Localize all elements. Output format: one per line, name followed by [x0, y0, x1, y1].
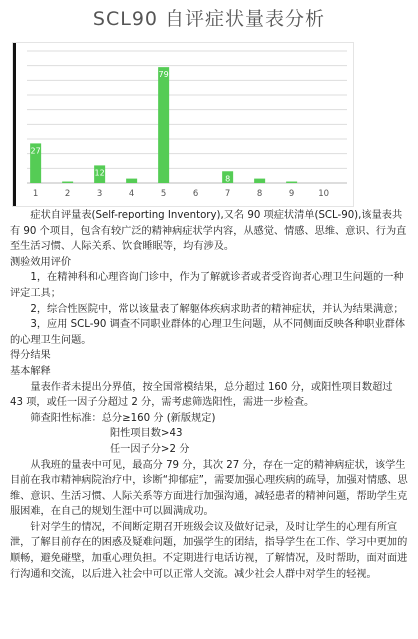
x-tick-label: 7	[224, 189, 231, 199]
data-label-3: 12	[94, 168, 105, 178]
class-analysis-paragraph: 从我班的量表中可见，最高分 79 分，其次 27 分，存在一定的精神病症状，该学生目前在我市精神病院治疗中，诊断“抑郁症”，需要加强心理疾病的疏导，加强对情感、思维、意识、生活习惯、人际关系等方面进行加强沟通，减轻患者的精神问题，帮助学生克服困难，在自己的规划生涯中可以圆满成功。	[10, 459, 408, 518]
chart-svg	[13, 43, 353, 206]
x-tick-label: 6	[192, 189, 199, 199]
evaluation-item-2: 2，综合性医院中，常以该量表了解躯体疾病求助者的精神症状，并认为结果满意；	[30, 303, 404, 315]
guidance-paragraph: 针对学生的情况，不间断定期召开班级会议及做好记录，及时让学生的心理有所宣泄，了解目前存在的困惑及疑难问题，加强学生的团结，指导学生在工作、学习中更加的顺畅，避免碰壁，加重心理负担。不定期进行电话访视，了解情况，及时帮助，面对面进行沟通和交流，以后进入社会中可以正常人交流。减少社会人群中对学生的轻视。	[10, 521, 408, 580]
bar-2	[62, 182, 73, 183]
x-tick-label: 5	[160, 189, 167, 199]
evaluation-item-1: 1，在精神科和心理咨询门诊中，作为了解就诊者或者受咨询者心理卫生问题的一种评定工具；	[10, 272, 404, 299]
x-tick-label: 3	[96, 189, 103, 199]
x-tick-label: 1	[32, 189, 39, 199]
bar-4	[126, 179, 137, 183]
bar-9	[286, 182, 297, 183]
bar-chart	[12, 42, 354, 207]
bar-8	[254, 179, 265, 183]
data-label-5: 79	[158, 70, 169, 80]
data-label-1: 27	[30, 146, 41, 156]
evaluation-item-3: 3，应用 SCL-90 调查不同职业群体的心理卫生问题，从不同侧面反映各种职业群体的心理卫生问题。	[10, 319, 406, 346]
basic-explanation-paragraph: 量表作者未提出分界值，按全国常模结果，总分超过 160 分，或阳性项目数超过 43 项，或任一因子分超过 2 分，需考虑筛选阳性，需进一步检查。	[10, 381, 393, 409]
x-tick-label: 8	[256, 189, 263, 199]
criteria-factor-score: 任一因子分>2 分	[110, 443, 190, 455]
x-tick-label: 10	[318, 189, 330, 199]
screening-criteria: 筛查阳性标准：总分≥160 分 (新版规定)	[30, 412, 216, 424]
x-tick-label: 9	[288, 189, 295, 199]
document-body	[10, 208, 408, 582]
x-tick-label: 4	[128, 189, 135, 199]
criteria-positive-items: 阳性项目数>43	[110, 428, 183, 440]
bar-5	[158, 67, 169, 183]
data-label-7: 8	[225, 174, 231, 184]
section-heading-basic: 基本解释	[10, 365, 51, 377]
page-title: SCL90 自评症状量表分析	[92, 8, 326, 30]
section-heading-results: 得分结果	[10, 350, 51, 362]
section-heading-evaluation: 测验效用评价	[10, 256, 72, 268]
x-tick-label: 2	[64, 189, 71, 199]
intro-paragraph: 症状自评量表(Self-reporting Inventory),又名 90 项症状清单(SCL-90),该量表共有 90 个项目，包含有较广泛的精神病症状学内容，从感觉、情感、思维、意识、行为直至生活习惯、人际关系、饮食睡眠等，均有涉及。	[10, 210, 407, 253]
